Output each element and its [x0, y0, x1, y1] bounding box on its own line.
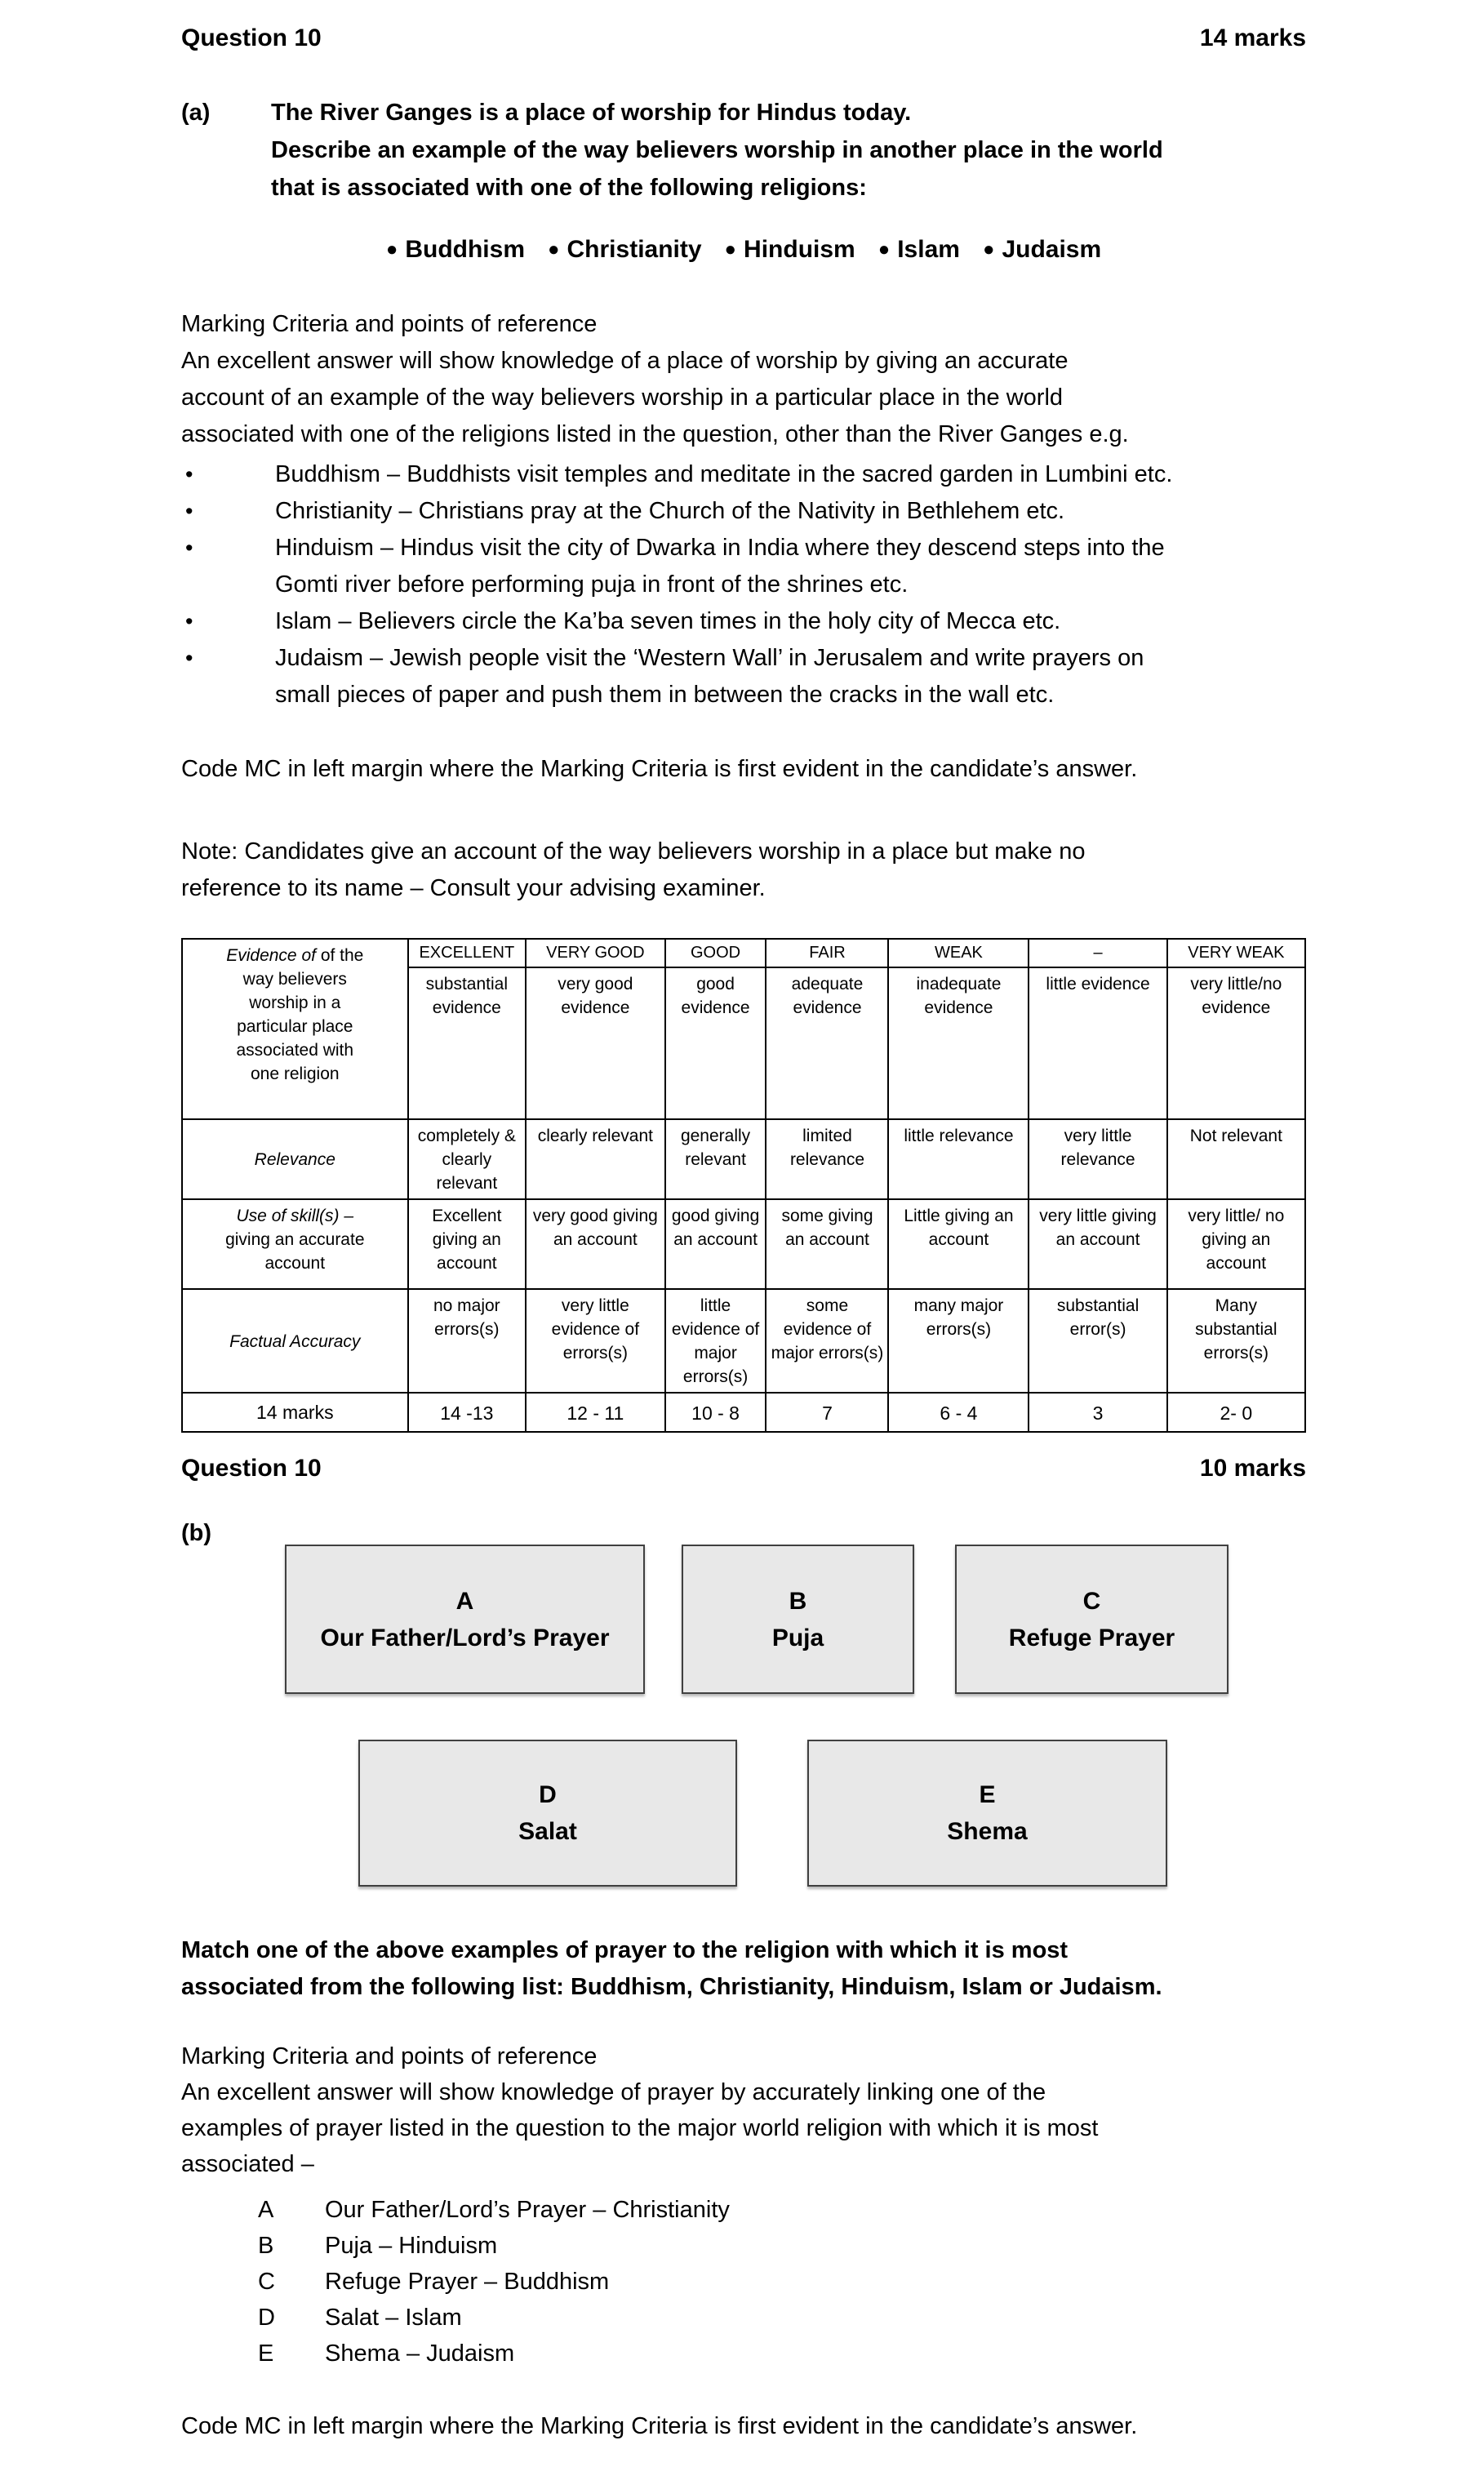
religion-option-label: Buddhism — [405, 236, 526, 263]
religion-option-label: Hinduism — [744, 236, 855, 263]
marking-criteria-heading: Marking Criteria and points of reference — [181, 2043, 598, 2069]
rubric-cell: Little giving an account — [888, 1199, 1029, 1289]
rubric-cell: 7 — [766, 1393, 888, 1432]
prayer-box-b — [682, 1545, 914, 1694]
rubric-grade-header: FAIR — [766, 939, 888, 967]
answer-text: Salat – Islam — [325, 2305, 462, 2331]
answer-text: Our Father/Lord’s Prayer – Christianity — [325, 2197, 730, 2223]
answer-letter: C — [258, 2269, 275, 2295]
rubric-cell: Many substantial errors(s) — [1167, 1289, 1305, 1393]
religion-option-label: Islam — [897, 236, 960, 263]
prayer-box-text: Shema — [947, 1818, 1028, 1845]
rubric-grade-header: EXCELLENT — [408, 939, 526, 967]
answer-key-list — [181, 2192, 1306, 2372]
religion-option-label: Judaism — [1002, 236, 1102, 263]
rubric-row-marks — [182, 1393, 1305, 1432]
rubric-cell: very little relevance — [1029, 1119, 1166, 1199]
list-item — [181, 640, 1306, 713]
rubric-cell: clearly relevant — [526, 1119, 665, 1199]
rubric-grade-header: GOOD — [665, 939, 766, 967]
rubric-header-row — [182, 939, 1305, 967]
question-b-header — [181, 1452, 1306, 1485]
criteria-line: associated with one of the religions listed in the question, other than the River Ganges e.g. — [181, 421, 1129, 447]
answer-text: Puja – Hinduism — [325, 2233, 498, 2259]
rubric-row-relevance — [182, 1119, 1305, 1199]
rubric-cell: 12 - 11 — [526, 1393, 665, 1432]
rubric-cell: many major errors(s) — [888, 1289, 1029, 1393]
list-item — [181, 603, 1306, 640]
bullet-icon: • — [185, 609, 193, 633]
rubric-cell: very good giving an account — [526, 1199, 665, 1289]
prayer-box-letter: A — [455, 1587, 474, 1615]
rubric-cell: adequate evidence — [766, 967, 888, 1119]
religion-option — [725, 231, 855, 268]
prayer-box-letter: D — [539, 1781, 557, 1808]
part-a-label: (a) — [181, 100, 211, 126]
rubric-cell: completely & clearly relevant — [408, 1119, 526, 1199]
answer-key-item — [181, 2228, 1306, 2264]
marking-criteria-a — [181, 306, 1306, 453]
answer-text: Shema – Judaism — [325, 2340, 515, 2367]
religion-options-line — [181, 231, 1306, 268]
religion-option — [386, 231, 525, 268]
list-item-text: Buddhism – Buddhists visit temples and meditate in the sacred garden in Lumbini etc. — [275, 461, 1173, 487]
religion-option-label: Christianity — [566, 236, 702, 263]
prayer-box-letter: E — [979, 1781, 996, 1808]
list-item-text: Hinduism – Hindus visit the city of Dwarka in India where they descend steps into the Gomti river before performing puja in front of the shrines etc. — [275, 535, 1165, 598]
religion-option — [548, 231, 702, 268]
prayer-box-e — [807, 1740, 1167, 1887]
list-item — [181, 493, 1306, 530]
list-item-text: Judaism – Jewish people visit the ‘Western Wall’ in Jerusalem and write prayers on small pieces of paper and push them in between the cracks in the wall etc. — [275, 645, 1144, 708]
list-item-text: Islam – Believers circle the Ka’ba seven times in the holy city of Mecca etc. — [275, 608, 1061, 634]
answer-key-item — [181, 2264, 1306, 2300]
rubric-cell: very little/no evidence — [1167, 967, 1305, 1119]
rubric-cell: some evidence of major errors(s) — [766, 1289, 888, 1393]
question-line: that is associated with one of the following religions: — [271, 175, 867, 201]
list-item — [181, 530, 1306, 603]
rubric-cell: very little/ no giving an account — [1167, 1199, 1305, 1289]
rubric-cell: no major errors(s) — [408, 1289, 526, 1393]
rubric-cell: substantial error(s) — [1029, 1289, 1166, 1393]
criteria-line: examples of prayer listed in the question to the major world religion with which it is most — [181, 2115, 1099, 2141]
marking-rubric-table — [181, 938, 1306, 1433]
filled-circle-bullet-icon: ● — [982, 238, 995, 260]
criteria-line: associated – — [181, 2151, 314, 2177]
prayer-box-text: Puja — [771, 1624, 824, 1651]
filled-circle-bullet-icon: ● — [878, 238, 891, 260]
criteria-line: account of an example of the way believers worship in a particular place in the world — [181, 385, 1064, 411]
rubric-cell: good giving an account — [665, 1199, 766, 1289]
prayer-box-text: Salat — [518, 1818, 577, 1845]
rubric-cell: 3 — [1029, 1393, 1166, 1432]
answer-letter: E — [258, 2340, 274, 2367]
question-line: Describe an example of the way believers worship in another place in the world — [271, 137, 1163, 163]
prayer-box-a — [285, 1545, 645, 1694]
rubric-cell: inadequate evidence — [888, 967, 1029, 1119]
filled-circle-bullet-icon: ● — [548, 238, 560, 260]
rubric-row-label: 14 marks — [182, 1393, 408, 1432]
criteria-line: An excellent answer will show knowledge of prayer by accurately linking one of the — [181, 2079, 1046, 2105]
rubric-cell: Not relevant — [1167, 1119, 1305, 1199]
answer-key-item — [181, 2192, 1306, 2228]
prayer-box-text: Refuge Prayer — [1008, 1624, 1175, 1651]
rubric-row-skills — [182, 1199, 1305, 1289]
rubric-row-label: Use of skill(s) – giving an accurate account — [182, 1199, 408, 1289]
examiner-note: Note: Candidates give an account of the way believers worship in a place but make no reference to its name – Consult your advising examiner. — [181, 838, 1086, 901]
question-a-marks: 14 marks — [1199, 24, 1306, 51]
rubric-cell: limited relevance — [766, 1119, 888, 1199]
question-a-header — [181, 22, 1306, 55]
rubric-row-label: Relevance — [182, 1119, 408, 1199]
rubric-cell: 10 - 8 — [665, 1393, 766, 1432]
part-a-question-text — [271, 94, 1163, 207]
rubric-cell: Excellent giving an account — [408, 1199, 526, 1289]
part-b-label: (b) — [181, 1520, 212, 1546]
marking-criteria-heading: Marking Criteria and points of reference — [181, 311, 598, 337]
bullet-icon: • — [185, 462, 193, 487]
rubric-cell: some giving an account — [766, 1199, 888, 1289]
rubric-row-accuracy — [182, 1289, 1305, 1393]
answer-letter: D — [258, 2305, 275, 2331]
rubric-cell: good evidence — [665, 967, 766, 1119]
rubric-cell: 6 - 4 — [888, 1393, 1029, 1432]
rubric-grade-header: WEAK — [888, 939, 1029, 967]
answer-letter: A — [258, 2197, 274, 2223]
rubric-cell: generally relevant — [665, 1119, 766, 1199]
answer-key-item — [181, 2300, 1306, 2336]
bullet-icon: • — [185, 499, 193, 523]
bullet-icon: • — [185, 646, 193, 670]
rubric-row-label: Factual Accuracy — [182, 1289, 408, 1393]
religion-option — [983, 231, 1101, 268]
rubric-cell: very little giving an account — [1029, 1199, 1166, 1289]
question-b-title: Question 10 — [181, 1455, 322, 1482]
part-a-question — [181, 94, 1306, 207]
question-line: The River Ganges is a place of worship for Hindus today. — [271, 100, 912, 126]
question-b-marks: 10 marks — [1199, 1455, 1306, 1482]
worship-examples-list — [181, 456, 1306, 713]
question-a-title: Question 10 — [181, 24, 322, 51]
rubric-cell: 2- 0 — [1167, 1393, 1305, 1432]
rubric-cell: little evidence of major errors(s) — [665, 1289, 766, 1393]
list-item — [181, 456, 1306, 493]
answer-text: Refuge Prayer – Buddhism — [325, 2269, 610, 2295]
rubric-cell: very good evidence — [526, 967, 665, 1119]
rubric-cell: little evidence — [1029, 967, 1166, 1119]
answer-letter: B — [258, 2233, 274, 2259]
answer-key-item — [181, 2336, 1306, 2372]
rubric-cell: very little evidence of errors(s) — [526, 1289, 665, 1393]
rubric-grade-header: – — [1029, 939, 1166, 967]
prayer-boxes — [181, 1544, 1306, 1887]
prayer-box-text: Our Father/Lord’s Prayer — [320, 1624, 610, 1651]
bullet-icon: • — [185, 536, 193, 560]
prayer-box-letter: C — [1082, 1587, 1101, 1615]
criteria-line: An excellent answer will show knowledge of a place of worship by giving an accurate — [181, 348, 1069, 374]
prayer-box-d — [358, 1740, 737, 1887]
code-mc-note-a: Code MC in left margin where the Marking Criteria is first evident in the candidate’s answer. — [181, 756, 1138, 782]
rubric-cell: little relevance — [888, 1119, 1029, 1199]
rubric-corner-cell: Evidence of of the way believers worship in a particular place associated with one religion — [182, 939, 408, 1119]
match-instruction: Match one of the above examples of prayer to the religion with which it is most associated from the following list: Buddhism, Christianity, Hinduism, Islam or Judaism. — [181, 1937, 1162, 2000]
rubric-cell: 14 -13 — [408, 1393, 526, 1432]
rubric-cell: substantial evidence — [408, 967, 526, 1119]
prayer-box-letter: B — [789, 1587, 807, 1615]
rubric-grade-header: VERY GOOD — [526, 939, 665, 967]
list-item-text: Christianity – Christians pray at the Church of the Nativity in Bethlehem etc. — [275, 498, 1065, 524]
rubric-grade-header: VERY WEAK — [1167, 939, 1305, 967]
religion-option — [878, 231, 960, 268]
marking-criteria-b — [181, 2038, 1306, 2182]
filled-circle-bullet-icon: ● — [724, 238, 737, 260]
filled-circle-bullet-icon: ● — [385, 238, 398, 260]
code-mc-note-b: Code MC in left margin where the Marking Criteria is first evident in the candidate’s answer. — [181, 2413, 1138, 2439]
prayer-box-c — [955, 1545, 1229, 1694]
